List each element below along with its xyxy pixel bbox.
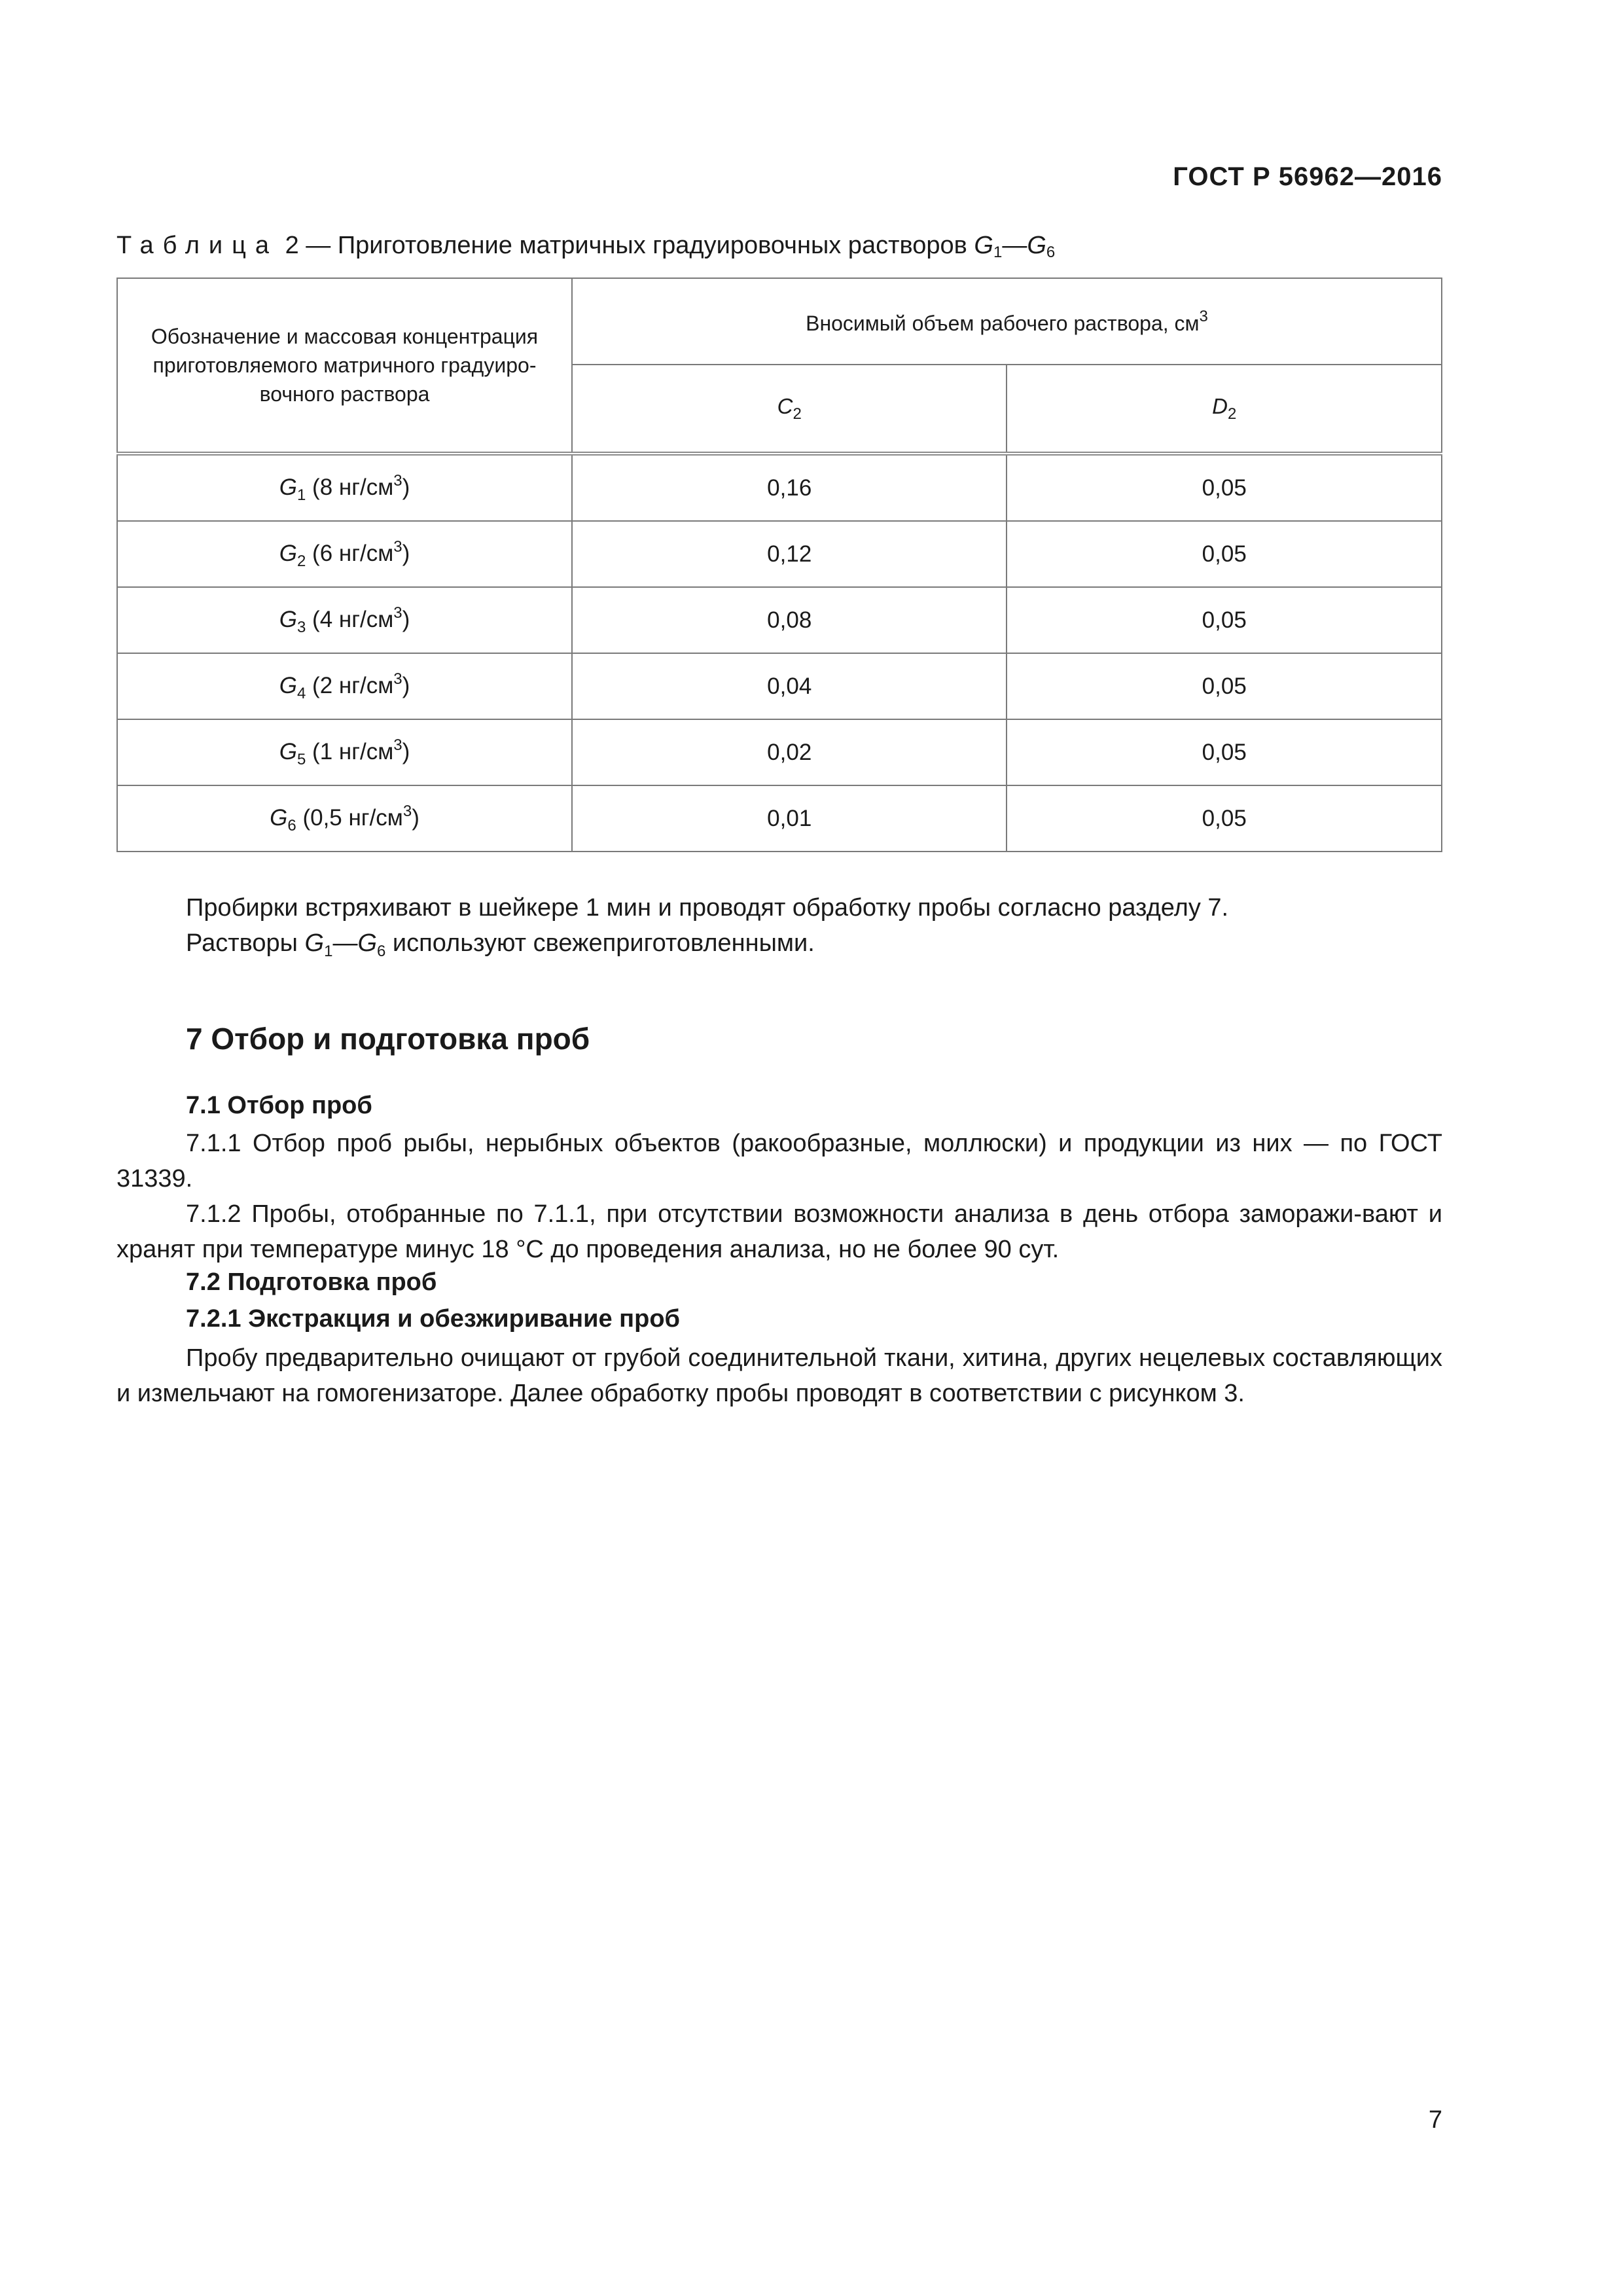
row-symbol-sub: 6 xyxy=(287,816,296,834)
fresh-prefix: Растворы xyxy=(186,929,305,957)
fresh-g6-sub: 6 xyxy=(377,942,386,960)
table-caption-number: 2 xyxy=(285,232,299,259)
page-number: 7 xyxy=(1428,2106,1442,2134)
row-symbol-sub: 3 xyxy=(296,618,306,636)
header-d2-sub: 2 xyxy=(1227,404,1237,423)
row-c2-value: 0,16 xyxy=(572,454,1007,521)
table-row xyxy=(117,719,1442,785)
table-caption-range-start-sub: 1 xyxy=(993,243,1003,261)
row-conc: (2 нг/см xyxy=(306,672,394,698)
fresh-g1: G xyxy=(304,929,325,957)
header-c2-sub: 2 xyxy=(793,404,802,423)
row-symbol-sub: 5 xyxy=(296,750,306,768)
fresh-g1-sub: 1 xyxy=(324,942,333,960)
table-caption-dash: — xyxy=(298,232,338,259)
row-symbol: G xyxy=(270,804,288,831)
row-c2-value: 0,01 xyxy=(572,785,1007,852)
row-c2-value: 0,12 xyxy=(572,521,1007,587)
row-symbol: G xyxy=(279,540,297,566)
row-c2-value: 0,04 xyxy=(572,653,1007,719)
table-caption-range-start: G xyxy=(974,232,993,259)
fresh-g6: G xyxy=(357,929,378,957)
row-symbol: G xyxy=(279,606,297,632)
table-row xyxy=(117,454,1442,521)
row-close: ) xyxy=(402,672,410,698)
header-c2 xyxy=(572,365,1007,454)
fresh-suffix: используют свежеприготовленными. xyxy=(385,929,815,957)
row-designation xyxy=(117,719,572,785)
header-volume-sup: 3 xyxy=(1199,307,1208,325)
row-symbol: G xyxy=(279,672,297,698)
section-7-2-1-text: Пробу предварительно очищают от грубой соединительной ткани, хитина, других нецелевых составляющих и измельчают на гомогенизаторе. Далее обработку пробы проводят в соответствии с рисунком 3. xyxy=(116,1344,1442,1407)
section-7-title: 7 Отбор и подготовка проб xyxy=(186,1022,590,1056)
row-designation xyxy=(117,454,572,521)
row-c2-value: 0,02 xyxy=(572,719,1007,785)
table-caption-range-end: G xyxy=(1027,232,1046,259)
row-close: ) xyxy=(402,540,410,566)
row-conc-sup: 3 xyxy=(402,802,412,820)
header-d2 xyxy=(1007,365,1442,454)
section-7-2-title: 7.2 Подготовка проб xyxy=(186,1268,437,1296)
row-close: ) xyxy=(402,606,410,632)
row-conc: (1 нг/см xyxy=(306,738,394,764)
row-designation xyxy=(117,653,572,719)
fresh-dash: — xyxy=(332,929,358,957)
row-conc: (0,5 нг/см xyxy=(296,804,403,831)
row-conc: (8 нг/см xyxy=(306,474,394,500)
row-symbol: G xyxy=(279,474,297,500)
header-volume-text: Вносимый объем рабочего раствора, см xyxy=(806,311,1200,335)
row-designation xyxy=(117,587,572,653)
section-7-2-1-title: 7.2.1 Экстракция и обезжиривание проб xyxy=(186,1305,681,1333)
row-d2-value: 0,05 xyxy=(1007,653,1442,719)
fresh-solutions-paragraph xyxy=(116,925,1442,969)
row-symbol-sub: 2 xyxy=(296,552,306,570)
table-caption xyxy=(116,232,1055,262)
header-volume-group xyxy=(572,278,1442,365)
document-code: ГОСТ Р 56962—2016 xyxy=(1173,162,1442,191)
row-close: ) xyxy=(412,804,419,831)
table-row xyxy=(117,785,1442,852)
row-conc-sup: 3 xyxy=(393,603,402,622)
row-conc: (6 нг/см xyxy=(306,540,394,566)
calibration-table xyxy=(116,278,1442,852)
section-7-1-2-text: 7.1.2 Пробы, отобранные по 7.1.1, при отсутствии возможности анализа в день отбора заморажи-вают и хранят при температуре минус 18 °С до проведения анализа, но не более 90 сут. xyxy=(116,1200,1442,1263)
table-row xyxy=(117,587,1442,653)
row-conc: (4 нг/см xyxy=(306,606,394,632)
row-conc-sup: 3 xyxy=(393,736,402,754)
table-row xyxy=(117,521,1442,587)
section-7-1-title: 7.1 Отбор проб xyxy=(186,1092,372,1119)
row-conc-sup: 3 xyxy=(393,670,402,688)
row-c2-value: 0,08 xyxy=(572,587,1007,653)
row-conc-sup: 3 xyxy=(393,471,402,490)
table-caption-range-end-sub: 6 xyxy=(1046,243,1056,261)
row-d2-value: 0,05 xyxy=(1007,521,1442,587)
row-d2-value: 0,05 xyxy=(1007,719,1442,785)
header-c2-symbol: C xyxy=(777,393,793,418)
row-symbol: G xyxy=(279,738,297,764)
table-caption-range-dash: — xyxy=(1002,232,1027,259)
row-d2-value: 0,05 xyxy=(1007,454,1442,521)
row-symbol-sub: 1 xyxy=(296,486,306,504)
row-close: ) xyxy=(402,474,410,500)
shaker-paragraph: Пробирки встряхивают в шейкере 1 мин и проводят обработку пробы согласно разделу 7. xyxy=(186,894,1229,922)
table-row xyxy=(117,653,1442,719)
row-d2-value: 0,05 xyxy=(1007,587,1442,653)
table-caption-text: Приготовление матричных градуировочных растворов xyxy=(337,232,974,259)
row-close: ) xyxy=(402,738,410,764)
row-d2-value: 0,05 xyxy=(1007,785,1442,852)
header-d2-symbol: D xyxy=(1212,393,1228,418)
header-designation: Обозначение и массовая концентрация приготовляемого матричного градуиро-вочного раствора xyxy=(117,278,572,454)
section-7-1-1-text: 7.1.1 Отбор проб рыбы, нерыбных объектов (ракообразные, моллюски) и продукции из них — по ГОСТ 31339. xyxy=(116,1130,1442,1193)
row-designation xyxy=(117,785,572,852)
table-caption-label: Таблица xyxy=(116,232,278,259)
row-conc-sup: 3 xyxy=(393,537,402,556)
row-symbol-sub: 4 xyxy=(296,684,306,702)
row-designation xyxy=(117,521,572,587)
